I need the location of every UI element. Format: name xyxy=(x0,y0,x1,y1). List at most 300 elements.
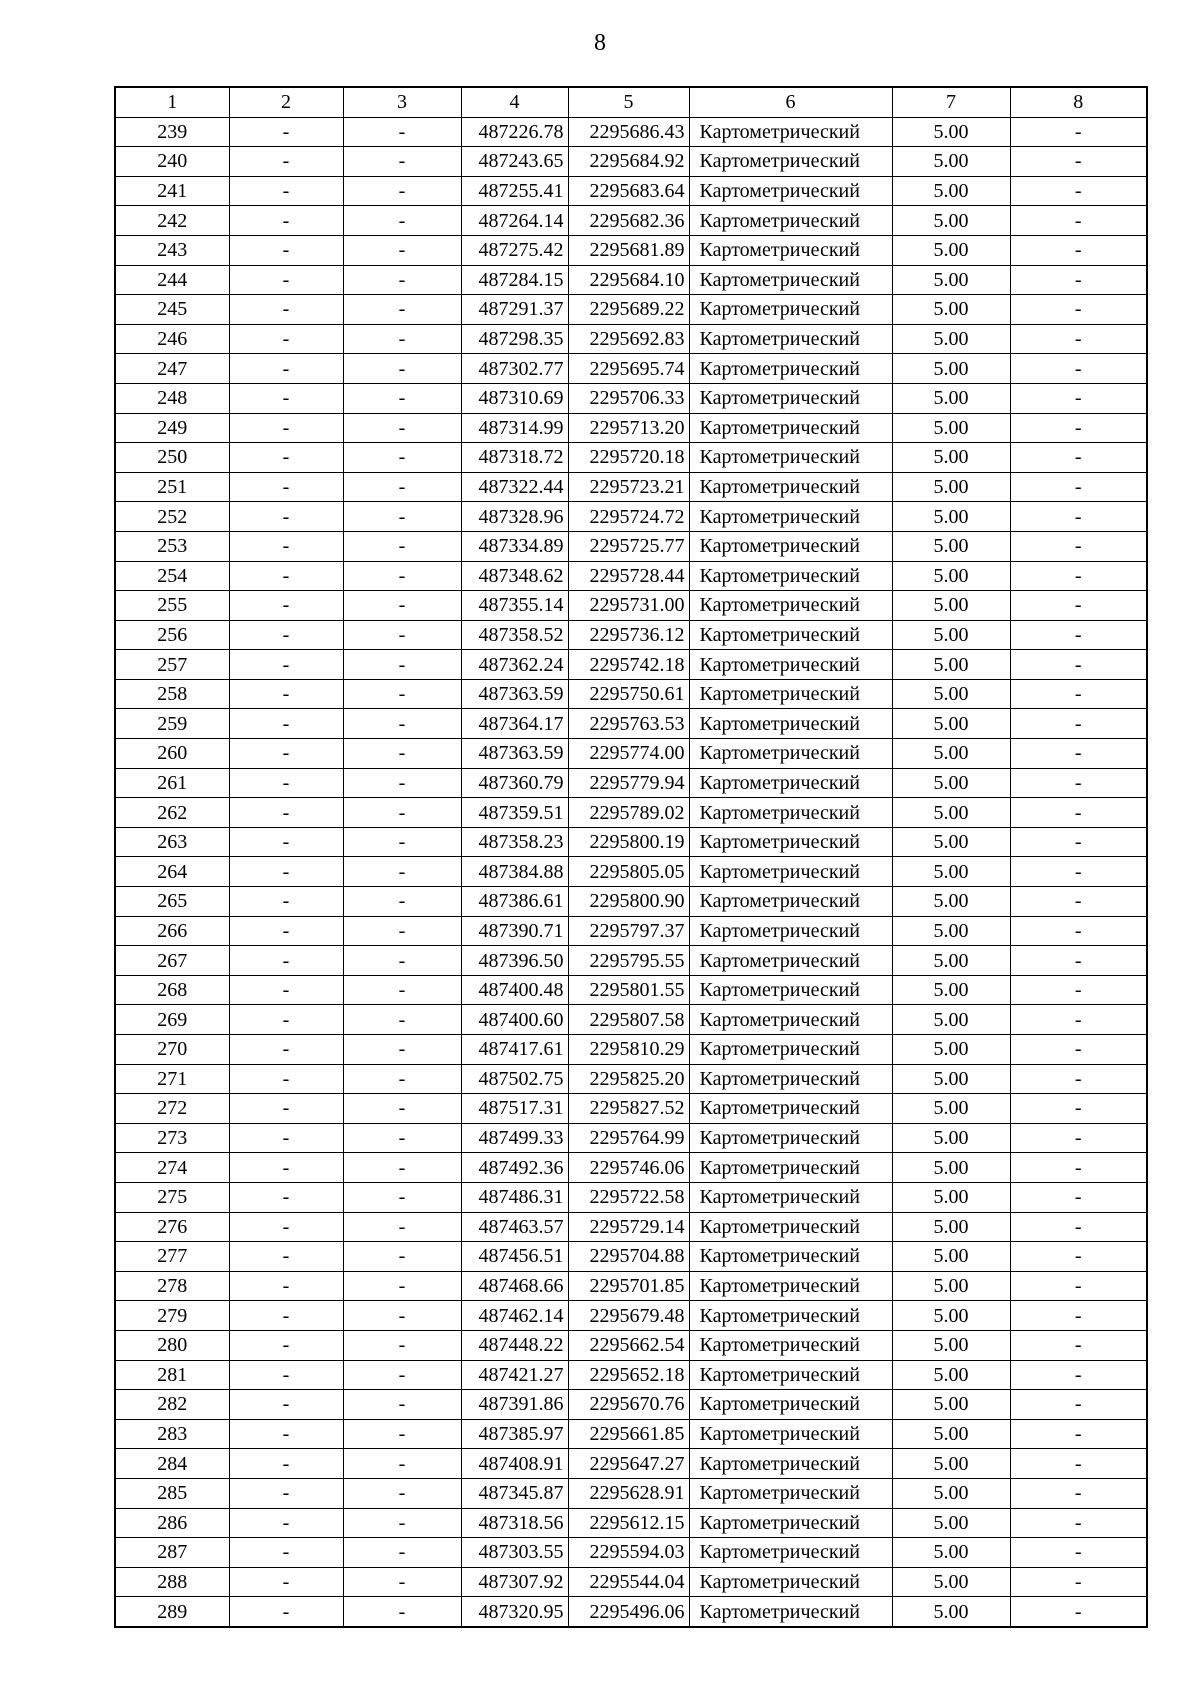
point-number: 287 xyxy=(115,1538,229,1568)
cell-col3: - xyxy=(343,295,461,325)
table-row xyxy=(115,472,1147,502)
coord-y: 2295728.44 xyxy=(568,561,689,591)
cell-col3: - xyxy=(343,324,461,354)
point-number: 270 xyxy=(115,1035,229,1065)
coord-x: 487486.31 xyxy=(461,1182,568,1212)
cell-col2: - xyxy=(229,235,343,265)
accuracy: 5.00 xyxy=(892,1212,1010,1242)
cell-col8: - xyxy=(1010,857,1147,887)
accuracy: 5.00 xyxy=(892,206,1010,236)
table-row xyxy=(115,1182,1147,1212)
coord-x: 487421.27 xyxy=(461,1360,568,1390)
point-number: 273 xyxy=(115,1123,229,1153)
table-row xyxy=(115,591,1147,621)
column-header-6: 6 xyxy=(689,87,892,117)
coord-y: 2295724.72 xyxy=(568,502,689,532)
coord-y: 2295684.92 xyxy=(568,147,689,177)
cell-col3: - xyxy=(343,147,461,177)
method: Картометрический xyxy=(689,1182,892,1212)
accuracy: 5.00 xyxy=(892,1330,1010,1360)
coord-y: 2295704.88 xyxy=(568,1242,689,1272)
cell-col8: - xyxy=(1010,1538,1147,1568)
accuracy: 5.00 xyxy=(892,975,1010,1005)
accuracy: 5.00 xyxy=(892,324,1010,354)
accuracy: 5.00 xyxy=(892,1449,1010,1479)
method: Картометрический xyxy=(689,472,892,502)
column-header-3: 3 xyxy=(343,87,461,117)
method: Картометрический xyxy=(689,117,892,147)
cell-col8: - xyxy=(1010,1094,1147,1124)
cell-col3: - xyxy=(343,265,461,295)
cell-col2: - xyxy=(229,1153,343,1183)
cell-col8: - xyxy=(1010,1597,1147,1627)
coord-x: 487310.69 xyxy=(461,383,568,413)
cell-col8: - xyxy=(1010,1390,1147,1420)
cell-col3: - xyxy=(343,531,461,561)
coord-x: 487314.99 xyxy=(461,413,568,443)
cell-col8: - xyxy=(1010,975,1147,1005)
accuracy: 5.00 xyxy=(892,1508,1010,1538)
accuracy: 5.00 xyxy=(892,1035,1010,1065)
cell-col3: - xyxy=(343,502,461,532)
point-number: 281 xyxy=(115,1360,229,1390)
point-number: 241 xyxy=(115,176,229,206)
coord-x: 487390.71 xyxy=(461,916,568,946)
coord-x: 487463.57 xyxy=(461,1212,568,1242)
coord-y: 2295681.89 xyxy=(568,235,689,265)
point-number: 261 xyxy=(115,768,229,798)
coord-y: 2295774.00 xyxy=(568,739,689,769)
coord-x: 487318.72 xyxy=(461,443,568,473)
method: Картометрический xyxy=(689,916,892,946)
cell-col8: - xyxy=(1010,117,1147,147)
table-row xyxy=(115,1094,1147,1124)
accuracy: 5.00 xyxy=(892,1360,1010,1390)
cell-col3: - xyxy=(343,443,461,473)
point-number: 284 xyxy=(115,1449,229,1479)
accuracy: 5.00 xyxy=(892,768,1010,798)
table-body xyxy=(115,117,1147,1627)
point-number: 253 xyxy=(115,531,229,561)
accuracy: 5.00 xyxy=(892,1123,1010,1153)
point-number: 256 xyxy=(115,620,229,650)
cell-col2: - xyxy=(229,1419,343,1449)
method: Картометрический xyxy=(689,975,892,1005)
cell-col3: - xyxy=(343,650,461,680)
method: Картометрический xyxy=(689,265,892,295)
cell-col2: - xyxy=(229,798,343,828)
coord-y: 2295628.91 xyxy=(568,1478,689,1508)
method: Картометрический xyxy=(689,354,892,384)
accuracy: 5.00 xyxy=(892,857,1010,887)
coord-y: 2295800.90 xyxy=(568,887,689,917)
table-row xyxy=(115,206,1147,236)
cell-col2: - xyxy=(229,1508,343,1538)
accuracy: 5.00 xyxy=(892,502,1010,532)
point-number: 249 xyxy=(115,413,229,443)
table-row xyxy=(115,1508,1147,1538)
point-number: 246 xyxy=(115,324,229,354)
cell-col3: - xyxy=(343,1064,461,1094)
method: Картометрический xyxy=(689,1271,892,1301)
cell-col8: - xyxy=(1010,1478,1147,1508)
method: Картометрический xyxy=(689,650,892,680)
accuracy: 5.00 xyxy=(892,1094,1010,1124)
table-row xyxy=(115,117,1147,147)
cell-col8: - xyxy=(1010,1123,1147,1153)
coord-x: 487448.22 xyxy=(461,1330,568,1360)
coord-y: 2295763.53 xyxy=(568,709,689,739)
cell-col8: - xyxy=(1010,679,1147,709)
accuracy: 5.00 xyxy=(892,650,1010,680)
accuracy: 5.00 xyxy=(892,1153,1010,1183)
method: Картометрический xyxy=(689,1508,892,1538)
cell-col8: - xyxy=(1010,383,1147,413)
cell-col3: - xyxy=(343,1538,461,1568)
table-row xyxy=(115,1123,1147,1153)
point-number: 262 xyxy=(115,798,229,828)
table-row xyxy=(115,679,1147,709)
coord-y: 2295723.21 xyxy=(568,472,689,502)
column-header-5: 5 xyxy=(568,87,689,117)
coord-x: 487345.87 xyxy=(461,1478,568,1508)
cell-col2: - xyxy=(229,472,343,502)
accuracy: 5.00 xyxy=(892,709,1010,739)
cell-col2: - xyxy=(229,443,343,473)
method: Картометрический xyxy=(689,857,892,887)
coord-y: 2295805.05 xyxy=(568,857,689,887)
table-row xyxy=(115,235,1147,265)
cell-col2: - xyxy=(229,709,343,739)
coord-y: 2295652.18 xyxy=(568,1360,689,1390)
coord-y: 2295647.27 xyxy=(568,1449,689,1479)
table-row xyxy=(115,295,1147,325)
point-number: 283 xyxy=(115,1419,229,1449)
cell-col3: - xyxy=(343,1005,461,1035)
coord-y: 2295544.04 xyxy=(568,1567,689,1597)
cell-col2: - xyxy=(229,887,343,917)
coord-x: 487328.96 xyxy=(461,502,568,532)
method: Картометрический xyxy=(689,1390,892,1420)
point-number: 277 xyxy=(115,1242,229,1272)
table-row xyxy=(115,1153,1147,1183)
table-row xyxy=(115,857,1147,887)
coord-x: 487468.66 xyxy=(461,1271,568,1301)
cell-col2: - xyxy=(229,739,343,769)
table-row xyxy=(115,1360,1147,1390)
accuracy: 5.00 xyxy=(892,561,1010,591)
cell-col8: - xyxy=(1010,916,1147,946)
accuracy: 5.00 xyxy=(892,827,1010,857)
coord-x: 487502.75 xyxy=(461,1064,568,1094)
coord-x: 487385.97 xyxy=(461,1419,568,1449)
method: Картометрический xyxy=(689,176,892,206)
coord-x: 487364.17 xyxy=(461,709,568,739)
point-number: 264 xyxy=(115,857,229,887)
method: Картометрический xyxy=(689,443,892,473)
cell-col2: - xyxy=(229,857,343,887)
method: Картометрический xyxy=(689,1449,892,1479)
cell-col2: - xyxy=(229,768,343,798)
cell-col3: - xyxy=(343,1123,461,1153)
cell-col8: - xyxy=(1010,235,1147,265)
accuracy: 5.00 xyxy=(892,1597,1010,1627)
point-number: 254 xyxy=(115,561,229,591)
table-row xyxy=(115,1419,1147,1449)
coord-y: 2295736.12 xyxy=(568,620,689,650)
accuracy: 5.00 xyxy=(892,265,1010,295)
method: Картометрический xyxy=(689,1212,892,1242)
point-number: 248 xyxy=(115,383,229,413)
method: Картометрический xyxy=(689,591,892,621)
coord-y: 2295807.58 xyxy=(568,1005,689,1035)
cell-col2: - xyxy=(229,176,343,206)
table-row xyxy=(115,324,1147,354)
coord-x: 487400.60 xyxy=(461,1005,568,1035)
coord-y: 2295594.03 xyxy=(568,1538,689,1568)
cell-col3: - xyxy=(343,206,461,236)
page-number: 8 xyxy=(594,30,606,56)
coord-x: 487360.79 xyxy=(461,768,568,798)
accuracy: 5.00 xyxy=(892,413,1010,443)
cell-col2: - xyxy=(229,1123,343,1153)
cell-col3: - xyxy=(343,1567,461,1597)
cell-col2: - xyxy=(229,561,343,591)
coord-x: 487322.44 xyxy=(461,472,568,502)
cell-col8: - xyxy=(1010,472,1147,502)
table-row xyxy=(115,561,1147,591)
cell-col8: - xyxy=(1010,591,1147,621)
cell-col8: - xyxy=(1010,1212,1147,1242)
coord-x: 487400.48 xyxy=(461,975,568,1005)
accuracy: 5.00 xyxy=(892,798,1010,828)
method: Картометрический xyxy=(689,768,892,798)
method: Картометрический xyxy=(689,1242,892,1272)
coord-y: 2295689.22 xyxy=(568,295,689,325)
cell-col8: - xyxy=(1010,354,1147,384)
cell-col8: - xyxy=(1010,709,1147,739)
cell-col3: - xyxy=(343,1271,461,1301)
cell-col2: - xyxy=(229,1212,343,1242)
accuracy: 5.00 xyxy=(892,472,1010,502)
cell-col8: - xyxy=(1010,265,1147,295)
accuracy: 5.00 xyxy=(892,679,1010,709)
cell-col3: - xyxy=(343,235,461,265)
cell-col3: - xyxy=(343,1094,461,1124)
point-number: 260 xyxy=(115,739,229,769)
cell-col8: - xyxy=(1010,887,1147,917)
table-row xyxy=(115,1597,1147,1627)
cell-col2: - xyxy=(229,975,343,1005)
cell-col8: - xyxy=(1010,768,1147,798)
coord-y: 2295825.20 xyxy=(568,1064,689,1094)
coordinates-table xyxy=(114,86,1148,1628)
point-number: 279 xyxy=(115,1301,229,1331)
coord-x: 487307.92 xyxy=(461,1567,568,1597)
coord-y: 2295679.48 xyxy=(568,1301,689,1331)
coord-y: 2295729.14 xyxy=(568,1212,689,1242)
cell-col8: - xyxy=(1010,1005,1147,1035)
table-row xyxy=(115,1242,1147,1272)
accuracy: 5.00 xyxy=(892,1182,1010,1212)
cell-col8: - xyxy=(1010,1508,1147,1538)
coord-y: 2295720.18 xyxy=(568,443,689,473)
cell-col2: - xyxy=(229,916,343,946)
table-row xyxy=(115,147,1147,177)
coord-y: 2295731.00 xyxy=(568,591,689,621)
cell-col3: - xyxy=(343,857,461,887)
method: Картометрический xyxy=(689,827,892,857)
cell-col3: - xyxy=(343,1182,461,1212)
cell-col3: - xyxy=(343,176,461,206)
accuracy: 5.00 xyxy=(892,295,1010,325)
point-number: 263 xyxy=(115,827,229,857)
accuracy: 5.00 xyxy=(892,235,1010,265)
point-number: 269 xyxy=(115,1005,229,1035)
table-row xyxy=(115,798,1147,828)
coord-y: 2295800.19 xyxy=(568,827,689,857)
cell-col2: - xyxy=(229,1597,343,1627)
coord-x: 487492.36 xyxy=(461,1153,568,1183)
point-number: 266 xyxy=(115,916,229,946)
table-row xyxy=(115,1271,1147,1301)
accuracy: 5.00 xyxy=(892,620,1010,650)
cell-col3: - xyxy=(343,1419,461,1449)
coord-x: 487298.35 xyxy=(461,324,568,354)
table-row xyxy=(115,916,1147,946)
table-row xyxy=(115,768,1147,798)
coord-x: 487255.41 xyxy=(461,176,568,206)
cell-col8: - xyxy=(1010,295,1147,325)
accuracy: 5.00 xyxy=(892,383,1010,413)
coord-x: 487499.33 xyxy=(461,1123,568,1153)
coord-y: 2295683.64 xyxy=(568,176,689,206)
table-row xyxy=(115,620,1147,650)
method: Картометрический xyxy=(689,1478,892,1508)
method: Картометрический xyxy=(689,620,892,650)
cell-col3: - xyxy=(343,975,461,1005)
cell-col2: - xyxy=(229,1538,343,1568)
cell-col2: - xyxy=(229,1035,343,1065)
cell-col3: - xyxy=(343,1212,461,1242)
cell-col2: - xyxy=(229,679,343,709)
method: Картометрический xyxy=(689,1538,892,1568)
cell-col2: - xyxy=(229,1064,343,1094)
accuracy: 5.00 xyxy=(892,916,1010,946)
column-header-4: 4 xyxy=(461,87,568,117)
method: Картометрический xyxy=(689,1360,892,1390)
cell-col2: - xyxy=(229,1390,343,1420)
accuracy: 5.00 xyxy=(892,531,1010,561)
point-number: 250 xyxy=(115,443,229,473)
coord-y: 2295496.06 xyxy=(568,1597,689,1627)
coord-y: 2295810.29 xyxy=(568,1035,689,1065)
coord-x: 487391.86 xyxy=(461,1390,568,1420)
cell-col8: - xyxy=(1010,1182,1147,1212)
coord-x: 487320.95 xyxy=(461,1597,568,1627)
cell-col2: - xyxy=(229,1478,343,1508)
cell-col8: - xyxy=(1010,1271,1147,1301)
point-number: 255 xyxy=(115,591,229,621)
method: Картометрический xyxy=(689,1567,892,1597)
accuracy: 5.00 xyxy=(892,887,1010,917)
column-header-1: 1 xyxy=(115,87,229,117)
point-number: 272 xyxy=(115,1094,229,1124)
accuracy: 5.00 xyxy=(892,591,1010,621)
coord-x: 487264.14 xyxy=(461,206,568,236)
method: Картометрический xyxy=(689,798,892,828)
cell-col2: - xyxy=(229,531,343,561)
coord-y: 2295695.74 xyxy=(568,354,689,384)
cell-col8: - xyxy=(1010,324,1147,354)
cell-col8: - xyxy=(1010,413,1147,443)
cell-col8: - xyxy=(1010,502,1147,532)
point-number: 257 xyxy=(115,650,229,680)
cell-col3: - xyxy=(343,709,461,739)
accuracy: 5.00 xyxy=(892,443,1010,473)
cell-col2: - xyxy=(229,1567,343,1597)
coord-x: 487291.37 xyxy=(461,295,568,325)
coord-x: 487243.65 xyxy=(461,147,568,177)
cell-col2: - xyxy=(229,1301,343,1331)
accuracy: 5.00 xyxy=(892,1301,1010,1331)
method: Картометрический xyxy=(689,147,892,177)
coord-y: 2295725.77 xyxy=(568,531,689,561)
coord-x: 487384.88 xyxy=(461,857,568,887)
cell-col8: - xyxy=(1010,531,1147,561)
method: Картометрический xyxy=(689,1035,892,1065)
accuracy: 5.00 xyxy=(892,946,1010,976)
coord-x: 487358.52 xyxy=(461,620,568,650)
column-header-7: 7 xyxy=(892,87,1010,117)
table-row xyxy=(115,383,1147,413)
method: Картометрический xyxy=(689,1301,892,1331)
point-number: 259 xyxy=(115,709,229,739)
point-number: 267 xyxy=(115,946,229,976)
cell-col3: - xyxy=(343,1597,461,1627)
table-row xyxy=(115,946,1147,976)
accuracy: 5.00 xyxy=(892,1242,1010,1272)
cell-col2: - xyxy=(229,1182,343,1212)
method: Картометрический xyxy=(689,206,892,236)
method: Картометрический xyxy=(689,413,892,443)
table-row xyxy=(115,443,1147,473)
coord-y: 2295686.43 xyxy=(568,117,689,147)
point-number: 274 xyxy=(115,1153,229,1183)
accuracy: 5.00 xyxy=(892,117,1010,147)
coord-y: 2295661.85 xyxy=(568,1419,689,1449)
cell-col2: - xyxy=(229,502,343,532)
table-row xyxy=(115,354,1147,384)
cell-col2: - xyxy=(229,827,343,857)
coord-x: 487363.59 xyxy=(461,739,568,769)
coord-x: 487348.62 xyxy=(461,561,568,591)
method: Картометрический xyxy=(689,324,892,354)
cell-col8: - xyxy=(1010,650,1147,680)
method: Картометрический xyxy=(689,946,892,976)
method: Картометрический xyxy=(689,561,892,591)
cell-col3: - xyxy=(343,117,461,147)
coord-y: 2295797.37 xyxy=(568,916,689,946)
method: Картометрический xyxy=(689,887,892,917)
cell-col8: - xyxy=(1010,443,1147,473)
accuracy: 5.00 xyxy=(892,147,1010,177)
accuracy: 5.00 xyxy=(892,1390,1010,1420)
method: Картометрический xyxy=(689,531,892,561)
table-row xyxy=(115,827,1147,857)
point-number: 282 xyxy=(115,1390,229,1420)
coord-y: 2295722.58 xyxy=(568,1182,689,1212)
